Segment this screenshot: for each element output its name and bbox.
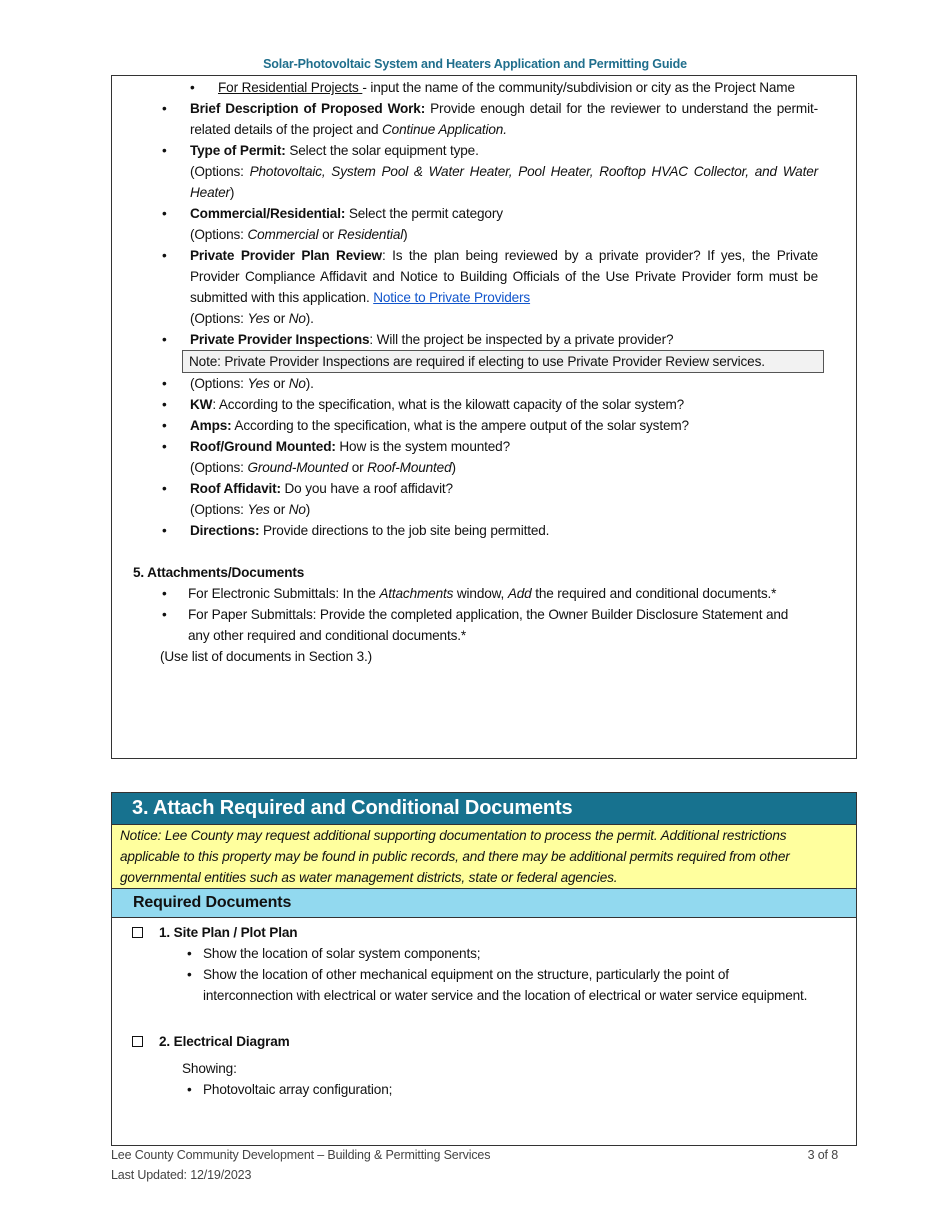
section-3-reference: (Use list of documents in Section 3.): [160, 649, 373, 664]
item-italic: Continue Application.: [382, 122, 507, 137]
options-text: (Options:: [190, 460, 248, 475]
item-label: Roof/Ground Mounted:: [190, 439, 336, 454]
document-item: [112, 922, 856, 943]
item-label: Amps:: [190, 418, 232, 433]
item-text: Provide directions to the job site being permitted.: [259, 523, 550, 538]
list-item: [112, 436, 856, 478]
options-text: ): [403, 227, 408, 242]
options-text: (Options:: [190, 227, 248, 242]
footer-updated: Last Updated: 12/19/2023: [111, 1168, 252, 1182]
list-item: • Show the location of solar system components;: [112, 943, 856, 964]
item-text: : According to the specification, what is the kilowatt capacity of the solar system?: [212, 397, 685, 412]
list-item: [112, 140, 856, 203]
options-text: or: [269, 376, 289, 391]
list-item: [112, 77, 856, 98]
options-text: or: [269, 502, 289, 517]
item-text: : Will the project be inspected by a private provider?: [369, 332, 674, 347]
list-item: [112, 415, 856, 436]
page-number: 3 of 8: [807, 1148, 838, 1162]
document-title: 1. Site Plan / Plot Plan: [159, 925, 298, 940]
options-text: ): [229, 185, 235, 200]
option: Residential: [337, 227, 404, 242]
list-item: [112, 604, 856, 646]
list-item: [112, 394, 856, 415]
item-text: - input the name of the community/subdivision or city as the Project Name: [362, 80, 795, 95]
document-item: [112, 1031, 856, 1052]
residential-label: For Residential Projects: [218, 80, 363, 95]
item-text: the required and conditional documents.*: [531, 586, 777, 601]
options-text: (Options:: [190, 376, 248, 391]
list-item: [112, 478, 856, 520]
option: Yes: [247, 502, 270, 517]
options-text: (Options:: [190, 311, 248, 326]
item-label: Private Provider Inspections: [190, 332, 370, 347]
item-label: Type of Permit:: [190, 143, 286, 158]
document-intro: Showing:: [182, 1061, 237, 1076]
section-5-title: 5. Attachments/Documents: [133, 565, 305, 580]
option: Roof-Mounted: [367, 460, 452, 475]
item-label: Commercial/Residential:: [190, 206, 346, 221]
options-text: ): [451, 460, 456, 475]
option: No: [288, 376, 306, 391]
options-text: ).: [305, 311, 314, 326]
item-text: window,: [453, 586, 508, 601]
footer: [111, 1148, 838, 1162]
checkbox[interactable]: [132, 1036, 143, 1047]
options-text: (Options:: [190, 164, 250, 179]
application-steps-box: [111, 75, 857, 759]
options-text: or: [269, 311, 289, 326]
options-text: or: [318, 227, 338, 242]
list-item: • Show the location of other mechanical equipment on the structure, particularly the point of interconnection with electrical or water service and the location of electrical or water service equipment.: [112, 964, 856, 1006]
item-label: Roof Affidavit:: [190, 481, 281, 496]
item-text: Provide enough detail for the reviewer to understand the permit-related details of the project and: [190, 101, 818, 137]
option: Yes: [247, 376, 270, 391]
options: Photovoltaic, System Pool & Water Heater, Pool Heater, Rooftop HVAC Collector, and Water Heater: [190, 164, 819, 200]
list-item: [112, 520, 856, 541]
footer-org: Lee County Community Development – Building & Permitting Services: [111, 1148, 491, 1162]
checkbox[interactable]: [132, 927, 143, 938]
list-item: [112, 329, 856, 350]
notice-to-private-providers-link[interactable]: Notice to Private Providers: [373, 290, 531, 305]
item-label: Private Provider Plan Review: [190, 248, 382, 263]
item-text: Select the solar equipment type.: [285, 143, 479, 158]
options-text: or: [348, 460, 368, 475]
item-italic: Add: [507, 586, 532, 601]
list-item: [112, 583, 856, 604]
note-box: Note: Private Provider Inspections are required if electing to use Private Provider Review services.: [182, 350, 824, 373]
item-label: Directions:: [190, 523, 260, 538]
list-item: [112, 203, 856, 245]
item-text: How is the system mounted?: [335, 439, 511, 454]
section-3-box: [111, 792, 857, 1146]
list-item: • Photovoltaic array configuration;: [112, 1079, 856, 1100]
option: No: [288, 311, 306, 326]
section-3-title: 3. Attach Required and Conditional Documents: [112, 793, 856, 824]
item-text: For Paper Submittals: Provide the completed application, the Owner Builder Disclosure Statement and any other required and conditional documents.*: [188, 607, 789, 643]
required-documents-header: Required Documents: [112, 889, 856, 918]
item-label: Brief Description of Proposed Work:: [190, 101, 426, 116]
notice-banner: Notice: Lee County may request additional supporting documentation to process the permit. Additional restrictions applicable to this property may be found in public records, and there may be additional permits required from other governmental entities such as water management districts, state or federal agencies.: [112, 824, 856, 889]
item-text: Select the permit category: [345, 206, 503, 221]
item-italic: Attachments: [379, 586, 454, 601]
options-text: ): [305, 502, 311, 517]
item-text: Do you have a roof affidavit?: [280, 481, 453, 496]
options-text: (Options:: [190, 502, 248, 517]
option: Yes: [247, 311, 270, 326]
option: No: [288, 502, 306, 517]
item-text: According to the specification, what is the ampere output of the solar system?: [231, 418, 689, 433]
item-text: : Is the plan being reviewed by a private provider? If yes, the Private Provider Compliance Affidavit and Notice to Building Officials of the Use Private Provider form must be submitted with this application.: [190, 248, 818, 305]
item-label: KW: [190, 397, 213, 412]
document-title: 2. Electrical Diagram: [159, 1034, 290, 1049]
item-text: For Electronic Submittals: In the: [188, 586, 380, 601]
options-text: ).: [305, 376, 314, 391]
running-header: Solar-Photovoltaic System and Heaters Application and Permitting Guide: [263, 57, 687, 71]
list-item: [112, 98, 856, 140]
option: Commercial: [247, 227, 319, 242]
option: Ground-Mounted: [247, 460, 349, 475]
list-item: [112, 245, 856, 329]
options-line: [112, 373, 856, 394]
